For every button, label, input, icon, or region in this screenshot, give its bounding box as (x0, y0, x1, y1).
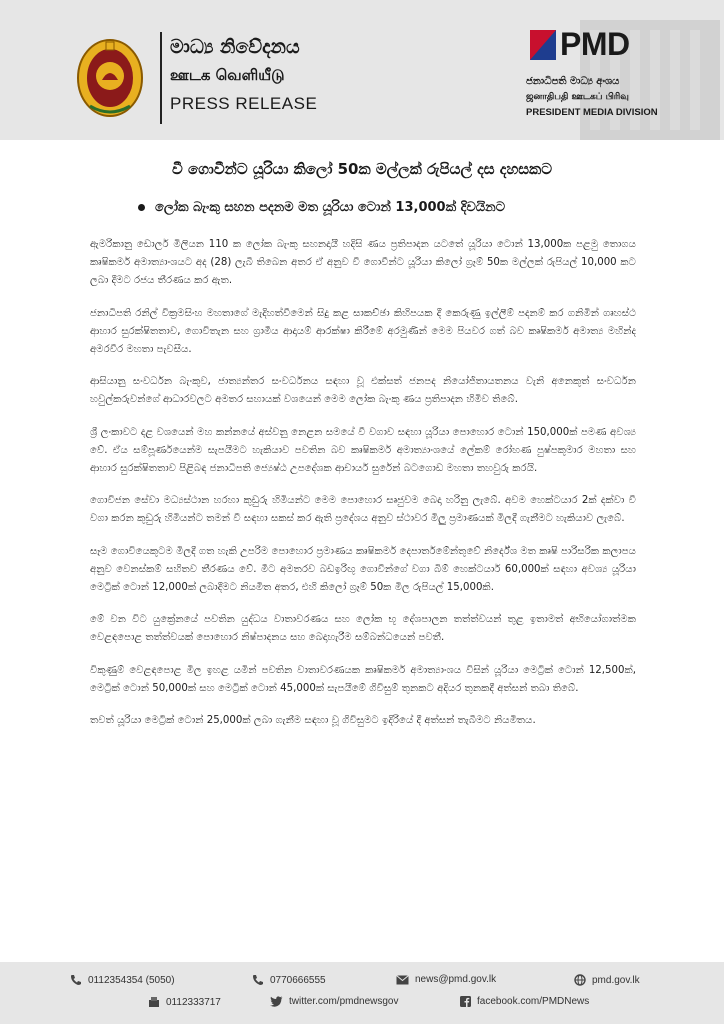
facebook-icon (460, 996, 471, 1007)
bullet-icon (138, 204, 145, 211)
footer-fax (148, 996, 221, 1008)
header-band (0, 0, 724, 140)
headline: වී ගොවීන්ට යූරියා කිලෝ 50ක මල්ලක් රුපියල් දස දහසකට (171, 160, 553, 178)
paragraph: ජනාධිපති රනිල් වික්‍රමසිංහ මහතාගේ මැදිහත්වීමෙන් සිදු කළ සාකච්ඡා කිහිපයක දී කෙරුණු ඉල්ලීම් පදනම් කර ගනිමින් ගෘහස්ථ ආහාර සුරක්ෂිතතාව, ගොවිතැන සහ ග්‍රාමීය ආදායම් ආරක්ෂා කිරීමේ අරමුණින් මෙම පියවර ගත් බව කෘෂිකර්ම අමාත්‍ය මහින්ද අමරවීර මහතා පැවසීය. (90, 307, 636, 356)
pmd-brand: PMD (560, 26, 630, 62)
pmd-sinhala: ජනාධිපති මාධ්‍ය අංශය (526, 76, 620, 87)
footer-website[interactable] (574, 974, 640, 986)
header-divider (160, 32, 162, 124)
twitter-text[interactable]: twitter.com/pmdnewsgov (289, 996, 399, 1007)
subheadline-text: ලෝක බැංකු සහන පදනම මත යූරියා ටොන් 13,000ක් දිවයිනට (155, 200, 506, 215)
phone-text: 0112354354 (5050) (88, 974, 175, 986)
fax-icon (148, 996, 160, 1008)
mobile-text: 0770666555 (270, 974, 326, 986)
paragraph: මේ වන විට යුක්‍රේනයේ පවතින යුද්ධය වාතාවරණය සහ ලෝක භූ දේශපාලන තත්ත්වයන් තුළ ඉතාමත් අභියෝගාත්මක වෙළඳපොළ තත්ත්වයක් පොහොර නිෂ්පාදනය සහ බෙදාහැරීම සම්බන්ධයෙන් පවතී. (90, 614, 636, 644)
phone-icon (70, 974, 82, 986)
sri-lanka-emblem-icon (76, 36, 144, 120)
paragraph: ඇමරිකානු ඩොලර් මිලියන 110 ක ලෝක බැංකු සහනදායී හදිසි ණය ප්‍රතිපාදන යටතේ යූරියා ටොන් 13,000ක පළමු තොගය කෘෂිකර්ම අමාත්‍යාංශයට අද (28) ලැබී තිබෙන අතර ඒ අනුව වී ගොවීන්ට යූරියා කිලෝ ග්‍රෑම් 50ක මල්ලක් රුපියල් 10,000 කට ලබා දීමට රජය තීරණය කර ඇත. (90, 239, 636, 287)
subheadline (138, 200, 505, 215)
globe-icon (574, 974, 586, 986)
building-watermark-icon (520, 0, 724, 140)
pmd-tamil: ஜனாதிபதி ஊடகப் பிரிவு (526, 92, 629, 102)
footer-band (0, 962, 724, 1024)
paragraph: ආසියානු සංවර්ධන බැංකුව, ජාත්‍යන්තර සංවර්ධනය සඳහා වූ එක්සත් ජනපද නියෝජිතායතනය වැනි අනෙකුත් සංවර්ධන හවුල්කරුවන්ගේ ආධාරවලට අමතර සහායක් වශයෙන් මෙම ලෝක බැංකු ණය ප්‍රතිපාදන හිමිව තිබේ. (90, 376, 636, 406)
title-sinhala: මාධ්‍ය නිවේදනය (170, 36, 300, 58)
paragraph: තවත් යූරියා මෙට්‍රික් ටොන් 25,000ක් ලබා ගැනීම සඳහා වූ ගිවිසුමට ඉදිරියේ දී අත්සන් තැබීමට නියමිතය. (90, 715, 536, 727)
paragraph: ගොවිජන සේවා මධ්‍යස්ථාන හරහා කුඩුරු හිමියන්ට මෙම පොහොර සෘජුවම බෙදා හරිනු ලැබේ. අවම හෙක්ටයාර 2ක් දක්වා වී වගා කරන කුඩුරු හිමියන්ට තමන් වී සඳහා සකස් කර ඇති ප්‍රදේශය අනුව ස්ථාවර මිලු ප්‍රමාණයක් මිලදී ගැනීමට හැකියාව ලැබේ. (90, 495, 636, 525)
pmd-english: PRESIDENT MEDIA DIVISION (526, 107, 658, 118)
footer-phone (70, 974, 175, 986)
paragraph: සෑම ගොවියෙකුටම මිලදී ගත හැකි උපරිම පොහොර ප්‍රමාණය කෘෂිකර්ම දෙපාර්තමේන්තුවේ නිර්දේශ මත කෘෂි පාරිසරික කලාපය අනුව වෙනස්කම් සහිතව තීරණය වේ. මීට අමතරව බඩඉරිඟු ගොවීන්ගේ වගා බිම් හෙක්ටයාර් 60,000ක් සඳහා අවශ්‍ය යූරියා මෙට්‍රික් ටොන් 12,000ක් ලබාදීමට නියමිත අතර, එහි කිලෝ ග්‍රෑම් 50ක මිල රුපියල් 15,000කි. (90, 545, 636, 594)
footer-facebook[interactable] (460, 996, 589, 1007)
mobile-phone-icon (252, 974, 264, 986)
website-text[interactable]: pmd.gov.lk (592, 974, 640, 986)
paragraph: ශ්‍රී ලංකාවට දළ වශයෙන් මහ කන්නයේ අස්වනු නෙළන සමයේ වී වගාව සඳහා යූරියා පොහොර ටොන් 150,000ක් පමණ අවශ්‍ය වේ. ඒය සම්පූර්ණයෙන්ම සැපයීමට හැකියාව පවතින බව කෘෂිකර්ම අමාත්‍යාංශයේ ලේකම් රෝහණ පුෂ්පකුමාර මහතා සහ ආහාර සුරක්ෂිතතාව පිළිබඳ ජනාධිපති ජ්‍යෙෂ්ඨ උපදේශක ආචාර්ය සුරේන් බටගොඩ මහතා තහවුරු කරයි. (90, 426, 636, 475)
title-tamil: ஊடக வெளியீடு (170, 66, 285, 84)
pmd-logo-accent (530, 30, 556, 60)
article-body (90, 236, 636, 744)
facebook-text[interactable]: facebook.com/PMDNews (477, 996, 590, 1007)
footer-twitter[interactable] (270, 996, 399, 1007)
envelope-icon (396, 975, 409, 985)
footer-mobile (252, 974, 326, 986)
paragraph: විකුණුම් වෙළඳපොළ මිල ඉහළ යමින් පවතින වාතාවරණයක කෘෂිකර්ම අමාත්‍යාංශය විසින් යූරියා මෙට්‍රික් ටොන් 12,500ක්, මෙට්‍රික් ටොන් 50,000ක් සහ මෙට්‍රික් ටොන් 45,000ක් සැපයීමේ ගිවිසුම් තුනකට අදියර තුනකදී අත්සන් තබා තිබේ. (90, 664, 636, 694)
email-text[interactable]: news@pmd.gov.lk (415, 974, 497, 985)
twitter-icon (270, 996, 283, 1007)
title-english: PRESS RELEASE (170, 94, 318, 113)
fax-text: 0112333717 (166, 996, 221, 1008)
footer-email[interactable] (396, 974, 496, 985)
